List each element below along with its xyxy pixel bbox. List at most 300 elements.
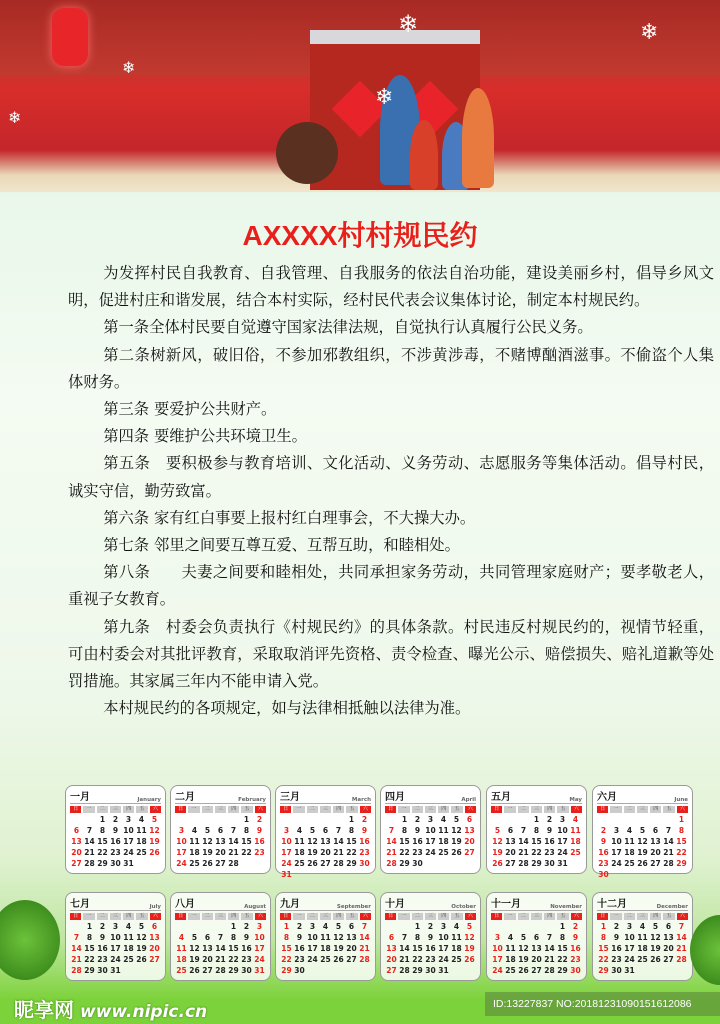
day-cell: 19: [492, 848, 503, 857]
weekday-label: 六: [677, 806, 688, 813]
day-cell: 9: [613, 933, 620, 942]
day-cell: 8: [230, 933, 237, 942]
day-cell: 11: [294, 837, 305, 846]
weekday-label: 六: [150, 913, 161, 920]
day-cell: 22: [676, 848, 687, 857]
day-cell: 7: [401, 933, 408, 942]
day-cell: 19: [451, 837, 462, 846]
day-cell: 28: [676, 955, 687, 964]
day-cell: 28: [544, 966, 555, 975]
day-cell: 24: [557, 848, 568, 857]
day-cell: 4: [572, 815, 579, 824]
day-cell: 20: [663, 944, 674, 953]
day-cell: 31: [281, 870, 292, 879]
weekday-label: 二: [624, 913, 635, 920]
day-cell: 9: [296, 933, 303, 942]
month-name-en: May: [569, 797, 582, 803]
day-cell: 5: [191, 933, 198, 942]
day-cell: 1: [559, 922, 566, 931]
day-cell: 19: [202, 848, 213, 857]
day-cell: 3: [178, 826, 185, 835]
weekday-label: 三: [531, 806, 542, 813]
day-cell: 2: [572, 922, 579, 931]
month-calendar: [170, 892, 271, 981]
weekday-label: 五: [346, 806, 357, 813]
day-cell: 5: [309, 826, 316, 835]
month-name: 十一月: [491, 899, 521, 910]
weekday-label: 四: [333, 806, 344, 813]
empty-cell: [175, 922, 188, 933]
day-cell: 11: [438, 826, 449, 835]
month-name-en: June: [674, 797, 688, 803]
day-cell: 2: [243, 922, 250, 931]
day-cell: 9: [572, 933, 579, 942]
empty-cell: [188, 922, 201, 933]
weekday-label: 五: [557, 806, 568, 813]
day-cell: 27: [464, 848, 475, 857]
month-name: 五月: [491, 792, 511, 803]
month-name: 一月: [70, 792, 90, 803]
day-cell: 20: [320, 848, 331, 857]
month-name-en: September: [336, 904, 371, 910]
day-cell: 11: [624, 837, 635, 846]
month-name: 三月: [280, 792, 300, 803]
weekday-label: 一: [398, 806, 409, 813]
paragraph: 第九条 村委会负责执行《村规民约》的具体条款。村民违反村规民约的，视情节轻重，可由村委会对其批评教育，采取取消评先资格、责令检查、曝光公示、赔偿损失、赔礼道歉等处罚措施。其家属三年内不能申请入党。: [68, 617, 714, 691]
empty-cell: [543, 922, 556, 933]
day-cell: 16: [359, 837, 370, 846]
day-cell: 10: [425, 826, 436, 835]
day-cell: 29: [346, 859, 357, 868]
day-cell: 3: [440, 922, 447, 931]
day-cell: 11: [451, 933, 462, 942]
weekday-label: 五: [136, 913, 147, 920]
day-cell: 18: [570, 837, 581, 846]
empty-cell: [385, 815, 398, 826]
day-cell: 17: [281, 848, 292, 857]
day-cell: 16: [544, 837, 555, 846]
month-header: [491, 789, 582, 804]
weekday-label: 五: [346, 913, 357, 920]
day-cell: 8: [559, 933, 566, 942]
weekday-label: 六: [571, 806, 582, 813]
day-cell: 15: [281, 944, 292, 953]
day-cell: 8: [283, 933, 290, 942]
weekday-row: [491, 806, 582, 813]
empty-cell: [201, 815, 214, 826]
day-cell: 31: [438, 966, 449, 975]
weekday-label: 六: [255, 913, 266, 920]
month-header: [597, 789, 688, 804]
day-cell: 27: [650, 859, 661, 868]
month-header: [491, 896, 582, 911]
day-cell: 20: [346, 944, 357, 953]
day-cell: 18: [624, 848, 635, 857]
day-cell: 1: [414, 922, 421, 931]
weekday-label: 六: [465, 913, 476, 920]
day-cell: 4: [125, 922, 132, 931]
day-cell: 30: [294, 966, 305, 975]
day-cell: 27: [346, 955, 357, 964]
watermark-url: www.nipic.cn: [80, 1002, 208, 1022]
day-cell: 16: [570, 944, 581, 953]
day-cell: 23: [359, 848, 370, 857]
empty-cell: [491, 922, 504, 933]
day-cell: 6: [533, 933, 540, 942]
day-cell: 20: [149, 944, 160, 953]
day-cell: 14: [399, 944, 410, 953]
empty-cell: [517, 815, 530, 826]
month-name: 七月: [70, 899, 90, 910]
day-cell: 24: [425, 848, 436, 857]
day-cell: 11: [136, 826, 147, 835]
day-cell: 7: [546, 933, 553, 942]
day-cell: 19: [333, 944, 344, 953]
weekday-label: 二: [307, 913, 318, 920]
weekday-label: 日: [280, 913, 291, 920]
day-cell: 23: [241, 955, 252, 964]
month-header: [70, 789, 161, 804]
day-cell: 31: [123, 859, 134, 868]
weekday-label: 一: [504, 913, 515, 920]
empty-cell: [293, 815, 306, 826]
day-cell: 22: [228, 955, 239, 964]
day-cell: 6: [665, 922, 672, 931]
day-cell: 10: [254, 933, 265, 942]
weekday-label: 六: [360, 913, 371, 920]
day-cell: 24: [176, 859, 187, 868]
day-grid: [70, 815, 161, 870]
month-name: 九月: [280, 899, 300, 910]
weekday-label: 一: [188, 913, 199, 920]
day-cell: 9: [256, 826, 263, 835]
day-cell: 25: [136, 848, 147, 857]
day-cell: 15: [97, 837, 108, 846]
weekday-label: 一: [504, 806, 515, 813]
tree-illustration: [690, 915, 720, 985]
weekday-label: 三: [215, 913, 226, 920]
day-cell: 5: [639, 826, 646, 835]
day-cell: 1: [348, 815, 355, 824]
day-cell: 26: [637, 859, 648, 868]
day-cell: 23: [110, 848, 121, 857]
weekday-label: 日: [597, 913, 608, 920]
weekday-label: 日: [385, 806, 396, 813]
day-cell: 18: [438, 837, 449, 846]
empty-cell: [227, 815, 240, 826]
weekday-label: 五: [241, 913, 252, 920]
day-cell: 20: [215, 848, 226, 857]
day-cell: 1: [86, 922, 93, 931]
day-cell: 11: [123, 933, 134, 942]
day-cell: 28: [84, 859, 95, 868]
day-cell: 2: [600, 826, 607, 835]
day-cell: 27: [215, 859, 226, 868]
day-cell: 29: [97, 859, 108, 868]
weekday-label: 日: [70, 806, 81, 813]
weekday-row: [280, 806, 371, 813]
paragraph: 第四条 要维护公共环境卫生。: [103, 427, 307, 446]
weekday-row: [385, 806, 476, 813]
day-cell: 16: [425, 944, 436, 953]
day-cell: 16: [598, 848, 609, 857]
day-cell: 10: [557, 826, 568, 835]
day-cell: 14: [71, 944, 82, 953]
day-cell: 6: [73, 826, 80, 835]
weekday-label: 六: [255, 806, 266, 813]
empty-cell: [332, 815, 345, 826]
empty-cell: [649, 815, 662, 826]
day-cell: 17: [176, 848, 187, 857]
day-grid: [175, 922, 266, 977]
day-cell: 10: [110, 933, 121, 942]
empty-cell: [70, 815, 83, 826]
day-cell: 7: [73, 933, 80, 942]
day-cell: 4: [453, 922, 460, 931]
weekday-label: 二: [307, 806, 318, 813]
weekday-label: 日: [175, 913, 186, 920]
empty-cell: [188, 815, 201, 826]
day-cell: 23: [544, 848, 555, 857]
day-cell: 21: [228, 848, 239, 857]
weekday-label: 一: [293, 806, 304, 813]
day-cell: 11: [505, 944, 516, 953]
empty-cell: [504, 815, 517, 826]
day-cell: 5: [151, 815, 158, 824]
month-name-en: December: [656, 904, 688, 910]
day-cell: 31: [110, 966, 121, 975]
day-cell: 3: [309, 922, 316, 931]
day-cell: 22: [531, 848, 542, 857]
day-cell: 10: [624, 933, 635, 942]
day-cell: 2: [613, 922, 620, 931]
day-cell: 28: [359, 955, 370, 964]
day-cell: 9: [243, 933, 250, 942]
day-cell: 6: [652, 826, 659, 835]
weekday-label: 三: [637, 806, 648, 813]
day-cell: 28: [333, 859, 344, 868]
day-cell: 22: [97, 848, 108, 857]
day-cell: 26: [189, 966, 200, 975]
weekday-label: 二: [412, 913, 423, 920]
weekday-label: 六: [360, 806, 371, 813]
day-cell: 31: [557, 859, 568, 868]
day-cell: 31: [254, 966, 265, 975]
day-cell: 27: [505, 859, 516, 868]
watermark-logo: [14, 994, 207, 1023]
day-cell: 24: [492, 966, 503, 975]
day-cell: 19: [464, 944, 475, 953]
day-cell: 5: [466, 922, 473, 931]
weekday-label: 日: [385, 913, 396, 920]
day-cell: 25: [294, 859, 305, 868]
day-cell: 17: [438, 944, 449, 953]
weekday-label: 日: [491, 913, 502, 920]
day-cell: 3: [125, 815, 132, 824]
day-cell: 21: [84, 848, 95, 857]
month-name-en: April: [461, 797, 476, 803]
day-cell: 29: [399, 859, 410, 868]
day-cell: 27: [71, 859, 82, 868]
day-cell: 2: [361, 815, 368, 824]
day-cell: 8: [348, 826, 355, 835]
watermark-id: ID:13227837 NO:20181231090151612086: [485, 992, 720, 1016]
day-grid: [175, 815, 266, 870]
day-cell: 20: [71, 848, 82, 857]
day-cell: 20: [202, 955, 213, 964]
day-cell: 11: [320, 933, 331, 942]
day-cell: 18: [176, 955, 187, 964]
day-cell: 23: [425, 955, 436, 964]
weekday-label: 六: [150, 806, 161, 813]
day-cell: 28: [663, 859, 674, 868]
weekday-label: 二: [518, 913, 529, 920]
day-cell: 10: [123, 826, 134, 835]
day-cell: 5: [138, 922, 145, 931]
day-grid: [385, 815, 476, 870]
day-cell: 22: [412, 955, 423, 964]
day-cell: 2: [112, 815, 119, 824]
day-cell: 20: [505, 848, 516, 857]
day-cell: 10: [492, 944, 503, 953]
day-cell: 25: [505, 966, 516, 975]
day-cell: 14: [359, 933, 370, 942]
month-name-en: October: [451, 904, 476, 910]
weekday-label: 五: [241, 806, 252, 813]
empty-cell: [280, 815, 293, 826]
weekday-label: 三: [320, 806, 331, 813]
day-cell: 21: [544, 955, 555, 964]
day-cell: 16: [97, 944, 108, 953]
day-cell: 28: [518, 859, 529, 868]
day-cell: 30: [544, 859, 555, 868]
day-cell: 17: [624, 944, 635, 953]
day-cell: 17: [110, 944, 121, 953]
day-cell: 25: [176, 966, 187, 975]
day-cell: 12: [189, 944, 200, 953]
weekday-label: 六: [677, 913, 688, 920]
day-cell: 21: [518, 848, 529, 857]
paragraph: 第七条 邻里之间要互尊互爱、互帮互助，和睦相处。: [103, 536, 460, 555]
day-cell: 13: [663, 933, 674, 942]
day-cell: 7: [665, 826, 672, 835]
day-cell: 29: [676, 859, 687, 868]
weekday-label: 日: [491, 806, 502, 813]
day-cell: 13: [505, 837, 516, 846]
day-cell: 22: [281, 955, 292, 964]
empty-cell: [306, 815, 319, 826]
day-cell: 6: [507, 826, 514, 835]
day-cell: 27: [663, 955, 674, 964]
day-cell: 30: [570, 966, 581, 975]
day-cell: 30: [359, 859, 370, 868]
month-name: 六月: [597, 792, 617, 803]
day-cell: 17: [492, 955, 503, 964]
day-cell: 24: [611, 859, 622, 868]
day-cell: 30: [412, 859, 423, 868]
month-header: [70, 896, 161, 911]
weekday-label: 五: [136, 806, 147, 813]
weekday-label: 三: [110, 806, 121, 813]
month-calendar: [380, 785, 481, 874]
tree-illustration: [0, 900, 60, 980]
empty-cell: [662, 815, 675, 826]
day-cell: 15: [557, 944, 568, 953]
day-cell: 11: [176, 944, 187, 953]
day-cell: 30: [598, 870, 609, 879]
day-cell: 12: [136, 933, 147, 942]
weekday-label: 三: [425, 913, 436, 920]
day-cell: 13: [215, 837, 226, 846]
day-cell: 26: [518, 966, 529, 975]
day-cell: 19: [149, 837, 160, 846]
day-cell: 9: [361, 826, 368, 835]
day-cell: 7: [361, 922, 368, 931]
day-cell: 22: [84, 955, 95, 964]
day-cell: 28: [215, 966, 226, 975]
day-cell: 1: [533, 815, 540, 824]
day-cell: 24: [624, 955, 635, 964]
weekday-label: 五: [451, 913, 462, 920]
day-cell: 14: [518, 837, 529, 846]
day-cell: 13: [202, 944, 213, 953]
empty-cell: [201, 922, 214, 933]
day-cell: 25: [123, 955, 134, 964]
month-header: [280, 789, 371, 804]
window-ornament-icon: [276, 122, 338, 184]
day-cell: 28: [228, 859, 239, 868]
weekday-label: 四: [650, 913, 661, 920]
weekday-row: [597, 806, 688, 813]
day-cell: 3: [283, 826, 290, 835]
snowflake-icon: ❄: [375, 85, 394, 110]
day-cell: 12: [307, 837, 318, 846]
day-cell: 29: [557, 966, 568, 975]
day-cell: 1: [600, 922, 607, 931]
day-cell: 15: [531, 837, 542, 846]
day-cell: 24: [281, 859, 292, 868]
day-cell: 9: [414, 826, 421, 835]
day-cell: 2: [99, 922, 106, 931]
day-cell: 27: [531, 966, 542, 975]
day-cell: 25: [637, 955, 648, 964]
weekday-row: [280, 913, 371, 920]
month-calendar: [65, 892, 166, 981]
day-cell: 8: [678, 826, 685, 835]
day-cell: 31: [624, 966, 635, 975]
day-cell: 18: [294, 848, 305, 857]
weekday-row: [70, 806, 161, 813]
weekday-label: 四: [228, 913, 239, 920]
day-cell: 6: [217, 826, 224, 835]
day-cell: 4: [440, 815, 447, 824]
day-cell: 24: [110, 955, 121, 964]
child-illustration: [410, 120, 438, 190]
day-cell: 5: [652, 922, 659, 931]
day-cell: 8: [533, 826, 540, 835]
day-cell: 6: [466, 815, 473, 824]
day-cell: 6: [322, 826, 329, 835]
empty-cell: [504, 922, 517, 933]
day-cell: 12: [637, 837, 648, 846]
weekday-label: 四: [123, 806, 134, 813]
empty-cell: [597, 815, 610, 826]
day-cell: 9: [427, 933, 434, 942]
day-cell: 14: [386, 837, 397, 846]
day-cell: 15: [598, 944, 609, 953]
weekday-label: 三: [425, 806, 436, 813]
month-name: 八月: [175, 899, 195, 910]
